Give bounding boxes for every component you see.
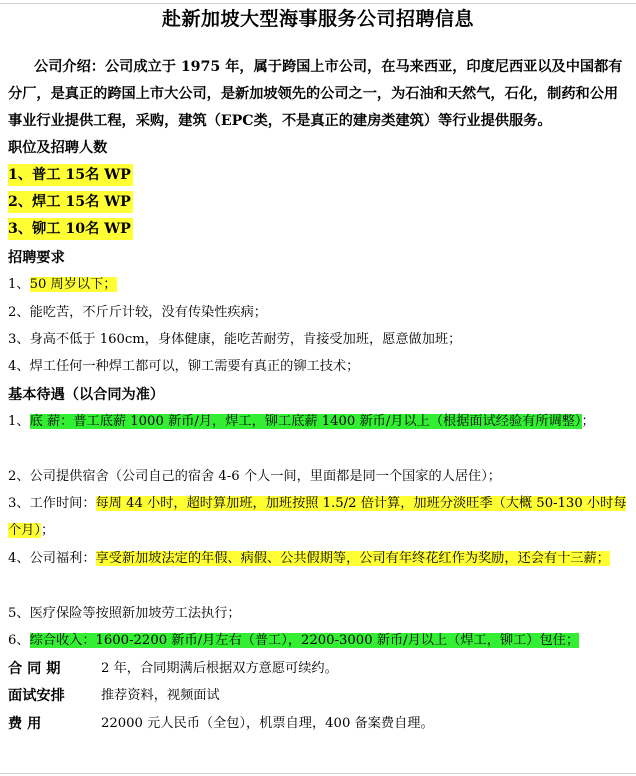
contract-label: 合 同 期 [8,661,61,677]
positions-heading: 职位及招聘人数 [8,140,108,156]
contract-value: 2 年，合同期满后根据双方意愿可续约。 [101,661,338,676]
benefit-item-working-hours: 3、工作时间：每周 44 小时，超时算加班，加班按照 1.5/2 倍计算，加班分淡旺季（大概 50-130 小时每个月）； [8,496,627,538]
benefit-item-welfare: 4、公司福利：享受新加坡法定的年假、病假、公共假期等，公司有年终花红作为奖励，还会有十三薪； [8,551,610,566]
benefits-heading: 基本待遇（以合同为准） [8,387,165,403]
requirements-heading: 招聘要求 [8,250,65,266]
requirement-item: 1、50 周岁以下； [8,277,117,292]
benefit-item-income: 6、综合收入：1600-2200 新币/月左右（普工），2200-3000 新币/月以上（焊工，铆工）包住； [8,633,580,648]
position-item-riveter: 3、铆工 10名 WP [8,218,133,240]
fees-label: 费 用 [8,716,42,732]
fees-value: 22000 元人民币（全包），机票自理，400 备案费自理。 [101,716,434,731]
company-intro: 公司介绍：公司成立于 1975 年，属于跨国上市公司，在马来西亚，印度尼西亚以及中国都有分厂，是真正的跨国上市大公司，是新加坡领先的公司之一，为石油和天然气，石化，制药和公用事业行业提供工程，采购，建筑（EPC类，不是真正的建房类建筑）等行业提供服务。 [8,59,623,129]
requirement-item: 4、焊工任何一种焊工都可以，铆工需要有真正的铆工技术； [8,359,360,374]
interview-label: 面试安排 [8,688,65,704]
page-title: 赴新加坡大型海事服务公司招聘信息 [161,8,474,30]
position-item-general-worker: 1、普工 15名 WP [8,164,133,186]
benefit-item-base-salary: 1、底 薪：普工底薪 1000 新币/月，焊工，铆工底薪 1400 新币/月以上（根据面试经验有所调整）； [8,414,595,429]
requirement-item: 3、身高不低于 160cm，身体健康，能吃苦耐劳，肯接受加班，愿意做加班； [8,332,462,347]
benefit-item-dormitory: 2、公司提供宿舍（公司自己的宿舍 4-6 个人一间，里面都是同一个国家的人居住）； [8,469,501,484]
position-item-welder: 2、焊工 15名 WP [8,191,133,213]
benefit-item-medical: 5、医疗保险等按照新加坡劳工法执行； [8,606,241,621]
requirement-item: 2、能吃苦，不斤斤计较，没有传染性疾病； [8,305,267,320]
bottom-divider [0,773,636,774]
interview-value: 推荐资料，视频面试 [101,688,220,703]
